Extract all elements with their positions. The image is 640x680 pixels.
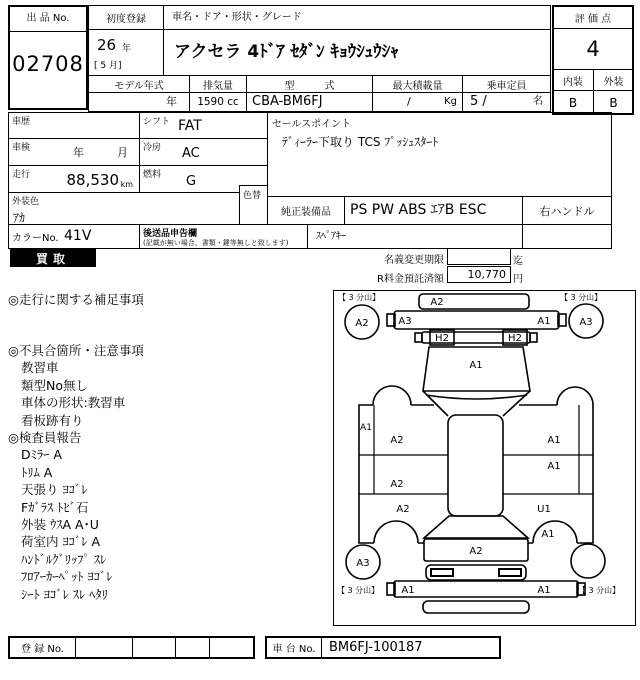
later-items-note: (記載が無い場合、書類・鍵等無しと致します) <box>143 239 289 247</box>
inspection-year-unit: 年 <box>73 146 84 159</box>
note-line: Fｶﾞﾗｽ ﾄﾋﾞ石 <box>21 499 89 515</box>
fuel-label: 燃料 <box>143 170 162 180</box>
note-line: 看板跡有り <box>21 412 84 428</box>
note-line: 類型No無し <box>21 377 88 393</box>
model-year-label: モデル年式 <box>88 75 190 93</box>
capacity-unit: 名 <box>533 96 543 107</box>
transfer-deadline-box <box>447 248 511 265</box>
mileage-label: 走行 <box>12 170 31 180</box>
damage-diagram <box>333 290 636 626</box>
mark-right-rocker: A1 <box>541 529 555 540</box>
chassis-no-value: BM6FJ-100187 <box>329 640 423 655</box>
car-outline <box>345 294 605 613</box>
interior-grade: B <box>552 90 594 115</box>
recycle-fee-label: R料金預託済額 <box>377 274 444 285</box>
headlight-tab-left <box>415 333 422 342</box>
note-line: ﾊﾝﾄﾞﾙｸﾞﾘｯﾌﾟ ｽﾚ <box>21 551 107 567</box>
windshield-pillars <box>423 391 530 416</box>
chassis-no-label: 車 台 No. <box>267 638 322 657</box>
payload-value <box>372 92 463 112</box>
rear-lower-trim <box>423 601 529 613</box>
tail-lamp-left <box>431 569 453 576</box>
reg-divider <box>175 638 176 657</box>
vehicle-name-label: 車名・ドア・形状・グレード <box>163 5 551 30</box>
payload-label: 最大積載量 <box>372 75 463 93</box>
inspection-cell <box>8 138 140 166</box>
ac-label: 冷房 <box>143 143 162 153</box>
note-line: Dﾐﾗｰ A <box>21 447 62 463</box>
exterior-color-value: ｱｶ <box>13 211 26 225</box>
note-line: ｼｰﾄ ﾖｺﾞﾚ ｽﾚ ﾍﾀﾘ <box>21 586 108 602</box>
mark-left-front-door: A2 <box>390 435 404 446</box>
sales-point-box <box>267 112 612 197</box>
mark-headlight-left: H2 <box>435 333 449 344</box>
note-line: ◎不具合箇所・注意事項 <box>8 343 144 358</box>
capacity-number: 5 / <box>470 94 487 109</box>
note-line: ﾌﾛｱｰｶｰﾍﾟｯﾄ ﾖｺﾞﾚ <box>21 569 113 585</box>
left-body-edge <box>359 386 434 543</box>
chassis-no-box <box>265 636 501 659</box>
model-code-label: 型 式 <box>246 75 373 93</box>
mark-right-front-door: A1 <box>547 435 561 446</box>
reg-divider <box>132 638 133 657</box>
exterior-grade: B <box>593 90 634 115</box>
fuel-value: G <box>186 174 197 189</box>
color-change-cell <box>239 185 268 225</box>
mileage-value: 88,530 <box>66 171 119 189</box>
mark-wheel-front-right: A3 <box>579 317 593 328</box>
note-line: 教習車 <box>21 360 59 376</box>
wheel-rear-right <box>571 544 605 578</box>
sales-point-value: ﾃﾞｨｰﾗｰ下取り TCS ﾌﾟｯｼｭｽﾀｰﾄ <box>282 135 439 149</box>
recycle-fee-unit: 円 <box>513 274 523 285</box>
empty-cell <box>522 224 612 249</box>
first-registration-label: 初度登録 <box>88 5 164 30</box>
payload-unit: Kg <box>444 96 457 107</box>
displacement-value: 1590 cc <box>189 92 247 112</box>
mark-wheel-front-left: A2 <box>355 318 369 329</box>
first-registration-value <box>88 29 164 76</box>
mark-rear-bumper-left: A1 <box>401 585 415 596</box>
auction-no-label: 出 品 No. <box>10 7 86 32</box>
tail-lamp-right <box>499 569 521 576</box>
front-panel <box>394 311 559 329</box>
first-reg-year-unit: 年 <box>122 44 132 54</box>
displacement-label: 排気量 <box>189 75 247 93</box>
vehicle-name-value: アクセラ 4ﾄﾞｱ ｾﾀﾞﾝ ｷｮｳｼｭｳｼｬ <box>163 29 551 76</box>
ac-cell <box>139 138 268 166</box>
mark-front-bumper: A2 <box>430 297 444 308</box>
roof <box>448 415 503 516</box>
score-value: 4 <box>586 36 600 61</box>
auction-no-box <box>8 5 88 110</box>
capacity-label: 乗車定員 <box>462 75 551 93</box>
tread-front-right: 【 3 分山】 <box>560 293 603 302</box>
mark-right-quarter: U1 <box>537 504 551 515</box>
equipment-label: 純正装備品 <box>267 196 345 225</box>
shift-value: FAT <box>178 118 202 134</box>
score-label: 評 価 点 <box>552 5 634 29</box>
note-line: 外装 ｳｽA A･U <box>21 517 99 533</box>
exterior-label: 外装 <box>593 69 634 91</box>
note-line: 車体の形状:教習車 <box>21 395 126 411</box>
note-line: ◎検査員報告 <box>8 430 82 446</box>
payload-slash: / <box>407 95 411 108</box>
mark-trunk: A2 <box>469 546 483 557</box>
damage-diagram-svg <box>334 291 635 625</box>
color-no-cell <box>8 224 140 249</box>
mark-left-front-fender: A1 <box>360 423 372 433</box>
mark-hood: A1 <box>469 360 483 371</box>
note-line: ﾄﾘﾑ A <box>21 464 53 480</box>
ac-value: AC <box>182 146 200 161</box>
mark-front-panel-right: A1 <box>537 316 551 327</box>
tread-rear-left: 【 3 分山】 <box>337 586 380 595</box>
exterior-color-cell <box>8 192 240 225</box>
tread-rear-right: 【 3 分山】 <box>578 586 621 595</box>
capacity-value <box>462 92 551 112</box>
first-reg-month: [ 5 月] <box>94 61 122 71</box>
registration-no-label: 登 録 No. <box>10 638 76 657</box>
history-cell <box>8 112 140 139</box>
registration-no-box <box>8 636 255 659</box>
first-reg-year: 26 <box>97 36 117 54</box>
mark-headlight-right: H2 <box>508 333 522 344</box>
later-items-label: 後送品申告欄 <box>143 229 198 239</box>
tread-front-left: 【 3 分山】 <box>338 293 381 302</box>
damage-marks <box>355 297 592 596</box>
recycle-fee-box: 10,770 <box>447 266 511 283</box>
mark-left-rear-fender: A2 <box>396 504 410 515</box>
transfer-deadline-suffix: 迄 <box>513 256 523 267</box>
color-change-label: 色替 <box>243 191 262 201</box>
note-line: 荷室内 ﾖｺﾞﾚ A <box>21 534 100 550</box>
inspection-month-unit: 月 <box>117 146 128 159</box>
color-no-value: 41V <box>64 228 92 244</box>
mileage-cell <box>8 165 140 193</box>
model-code-value: CBA-BM6FJ <box>246 92 373 112</box>
equipment-value: PS PW ABS ｴｱB ESC <box>344 196 523 225</box>
mark-front-panel-left: A3 <box>398 316 412 327</box>
model-year-value: 年 <box>88 92 190 112</box>
handle-cell: 右ハンドル <box>522 196 612 225</box>
inspection-label: 車検 <box>12 143 31 153</box>
note-line: 天張り ﾖｺﾞﾚ <box>21 482 88 498</box>
notes-list <box>8 342 320 603</box>
reg-divider <box>209 638 210 657</box>
headlight-tab-right <box>530 333 537 342</box>
mileage-note-title: ◎走行に関する補足事項 <box>8 292 144 307</box>
mark-rear-bumper-right: A1 <box>537 585 551 596</box>
cowl-line <box>426 395 527 399</box>
rear-window <box>424 516 528 538</box>
tail-trim <box>426 565 526 580</box>
interior-label: 内装 <box>552 69 594 91</box>
transfer-deadline-label: 名義変更期限 <box>384 255 444 266</box>
exterior-color-label: 外装色 <box>12 197 40 207</box>
shift-cell <box>139 112 268 139</box>
mileage-unit: km <box>120 180 133 189</box>
mark-wheel-rear-left: A3 <box>356 558 370 569</box>
later-items-cell <box>139 224 308 249</box>
sales-point-label: セールスポイント <box>272 119 352 130</box>
color-no-label: カラーNo. <box>12 233 59 244</box>
history-label: 車歴 <box>12 117 31 127</box>
mark-left-rear-door: A2 <box>390 479 404 490</box>
spare-key-cell: ｽﾍﾟｱｷｰ <box>307 224 523 249</box>
purchase-badge: 買取 <box>10 249 96 267</box>
mark-right-rear-door: A1 <box>547 461 561 472</box>
auction-no-value: 02708 <box>12 52 84 76</box>
shift-label: シフト <box>143 117 171 127</box>
